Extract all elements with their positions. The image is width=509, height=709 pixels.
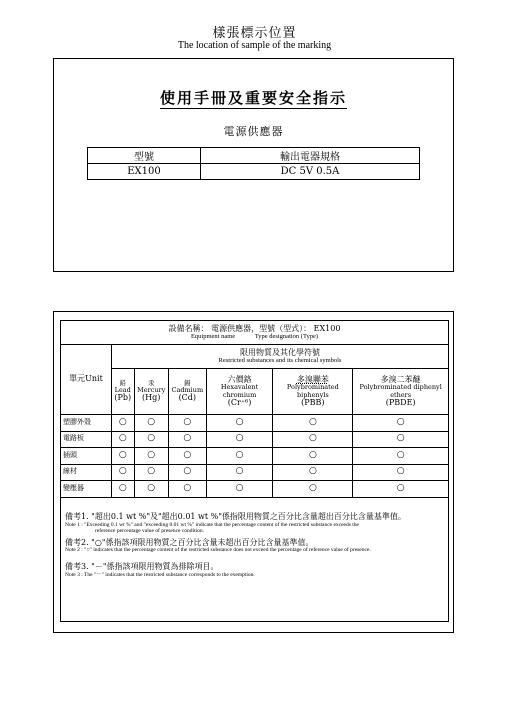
restricted-header: 限用物質及其化學符號 Restricted substances and its chemical symbols (112, 345, 449, 369)
rohs-frame (60, 320, 449, 622)
spec-header-model: 型號 (88, 148, 201, 164)
substance-mercury: 汞Mercury (Hg) (134, 369, 168, 415)
notes-section (65, 509, 445, 578)
table-row: 插頭 ○ ○ ○ ○ ○ ○ (61, 448, 449, 465)
note-2-en: Note 2 : "○" indicates that the percentage content of the restricted substance does not exceed the percentage of reference value of presence. (65, 547, 371, 554)
manual-title: 使用手冊及重要安全指示 (159, 89, 347, 107)
note-1-cn: 備考1. "超出0.1 wt %"及"超出0.01 wt %"係指限用物質之百分比含量超出百分比含量基準值。 (65, 512, 406, 521)
rohs-sample-panel (53, 311, 454, 633)
manual-sample-panel (53, 58, 454, 272)
spec-cell-model: EX100 (88, 164, 201, 180)
substance-chromium: 六價鉻 Hexavalent chromium (Cr⁺⁶) (206, 369, 273, 415)
note-2-cn: 備考2. "○"係指該項限用物質之百分比含量未超出百分比含量基準值。 (65, 537, 314, 547)
substance-pbb: 多溴聯苯 Polybrominated biphenyls (PBB) (273, 369, 353, 415)
table-row: 線材 ○ ○ ○ ○ ○ ○ (61, 464, 449, 481)
spec-table (87, 147, 420, 180)
note-3-en: Note 3 : The "－" indicates that the restricted substance corresponds to the exemption. (65, 571, 255, 578)
page-title-en: The location of sample of the marking (177, 40, 332, 51)
equipment-header: 設備名稱： 電源供應器，型號（型式）： EX100 Equipment name Type designation (Type) (61, 321, 449, 345)
table-row: 變壓器 ○ ○ ○ ○ ○ ○ (61, 481, 449, 498)
note-1-en: Note 1 : "Exceeding 0.1 wt %" and "exceeding 0.01 wt %" indicate that the percentage content of the restricted substance exceeds the (65, 521, 359, 528)
table-row: 電路板 ○ ○ ○ ○ ○ ○ (61, 431, 449, 448)
substance-lead: 鉛Lead (Pb) (112, 369, 135, 415)
page-title-cn: 樣張標示位置 (212, 26, 297, 41)
table-row: 塑膠外殼 ○ ○ ○ ○ ○ ○ (61, 415, 449, 432)
spec-header-output: 輸出電器規格 (201, 148, 420, 164)
substance-pbde: 多溴二苯醚 Polybrominated diphenyl ethers (PBDE) (353, 369, 449, 415)
note-1-en-cont: reference percentage value of presence condition. (95, 528, 205, 535)
spec-cell-output: DC 5V 0.5A (201, 164, 420, 180)
substance-cadmium: 鎘Cadmium (Cd) (168, 369, 206, 415)
rohs-table (60, 320, 449, 498)
manual-subtitle: 電源供應器 (223, 125, 284, 138)
unit-header: 單元Unit (61, 345, 112, 415)
note-3-cn: 備考3. "－"係指該項限用物質為排除項目。 (65, 561, 219, 571)
